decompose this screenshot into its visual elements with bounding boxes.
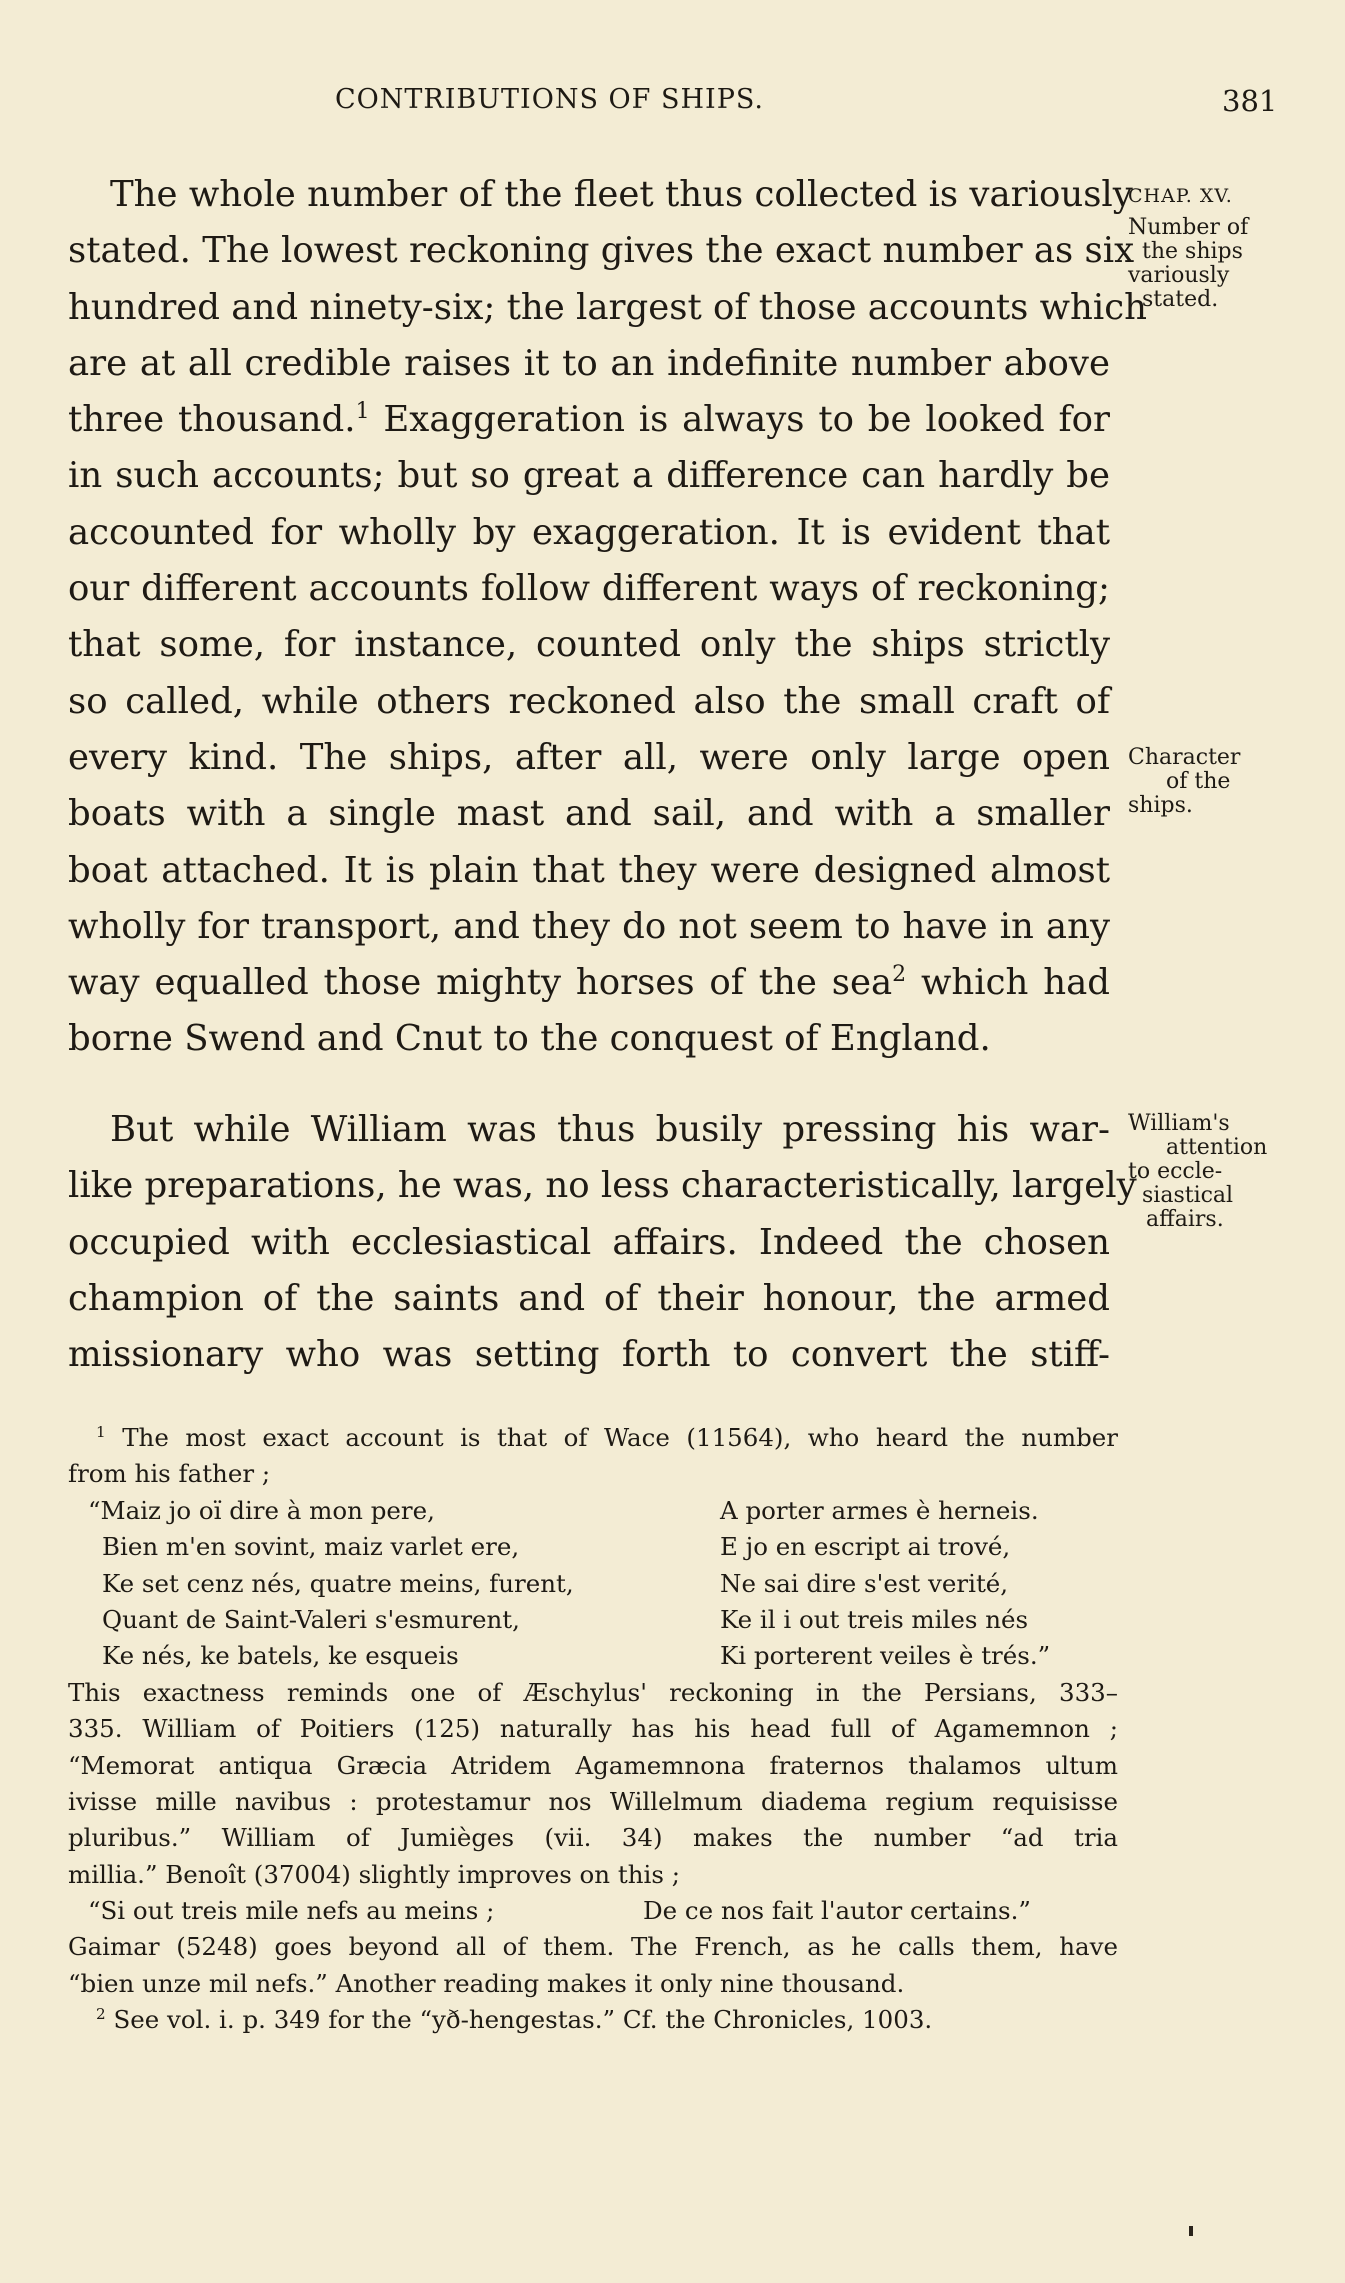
footnote-1-line: millia.” Benoît (37004) slightly improves on this ; [68,1859,680,1889]
verse-right: Ke il i out treis miles nés [720,1604,1029,1634]
verse-left: Bien m'en sovint, maiz varlet ere, [102,1532,520,1562]
text-line: that some, for instance, counted only the ships strictly [68,624,1110,666]
print-speck [1189,2226,1193,2236]
footnote-1-line: Gaimar (5248) goes beyond all of them. The French, as he calls them, have [68,1932,1118,1962]
verse-right: A porter armes è herneis. [720,1495,1039,1525]
text-line: boats with a single mast and sail, and with a smaller [68,793,1110,835]
text-line: champion of the saints and of their honour, the armed [68,1277,1110,1319]
footnote-marker-2[interactable]: 2 [892,962,907,988]
footnote-1-line [68,1420,1118,1456]
text-segment: See vol. i. p. 349 for the “yð-hengestas.” Cf. the Chronicles, 1003. [113,2005,933,2035]
sidenote-line: William's [1128,1111,1230,1136]
text-line: wholly for transport, and they do not seem to have in any [68,905,1110,947]
text-line: stated. The lowest reckoning gives the exact number as six [68,230,1135,272]
footnote-2-number: 2 [96,2005,106,2024]
footnote-1-number: 1 [96,1422,106,1441]
text-segment: three thousand. [68,399,356,441]
verse-row [68,1566,1118,1602]
footnote-1-line: “bien unze mil nefs.” Another reading makes it only nine thousand. [68,1968,905,1998]
paragraph-fleet-number [68,167,1147,1068]
verse-right: E jo en escript ai trové, [720,1532,1011,1562]
verse-row [68,1638,1118,1674]
verse-right: Ne sai dire s'est verité, [720,1568,1009,1598]
sidenote-williams-attention [1128,1112,1267,1232]
sidenote-chapter: CHAP. XV. [1128,185,1233,207]
paragraph-ecclesiastical-affairs [68,1102,1137,1383]
page-number: 381 [1222,84,1278,118]
sidenote-line: Character [1128,745,1241,770]
text-line: so called, while others reckoned also the small craft of [68,680,1110,722]
verse-right: De ce nos fait l'autor certains.” [643,1896,1031,1926]
text-segment: Exaggeration is always to be looked for [383,399,1110,441]
sidenote-line: attention [1166,1135,1268,1160]
running-head: CONTRIBUTIONS OF SHIPS. [335,84,764,115]
footnote-1-line: from his father ; [68,1459,271,1489]
footnote-marker-1[interactable]: 1 [355,399,370,425]
footnotes [68,1420,1118,2039]
text-line: borne Swend and Cnut to the conquest of England. [68,1018,991,1060]
footnote-1-line: This exactness reminds one of Æschylus' reckoning in the Persians, 333– [68,1677,1118,1707]
text-line: in such accounts; but so great a difference can hardly be [68,455,1110,497]
sidenote-line: the ships [1142,239,1243,264]
verse-left: Ke set cenz nés, quatre meins, furent, [102,1568,574,1598]
text-line: like preparations, he was, no less characteristically, largely [68,1165,1137,1207]
text-line: accounted for wholly by exaggeration. It is evident that [68,511,1110,553]
text-line: But while William was thus busily pressing his war- [110,1109,1110,1150]
text-line: The whole number of the fleet thus collected is variously [110,174,1133,215]
verse-left: “Maiz jo oï dire à mon pere, [88,1495,435,1525]
text-line: hundred and ninety-six; the largest of those accounts which [68,286,1147,328]
text-segment: which had [921,962,1110,1004]
sidenote-character-of-ships [1128,746,1240,818]
verse-right: Ki porterent veiles è trés.” [720,1641,1051,1671]
sidenote-line: affairs. [1146,1207,1224,1232]
text-line: our different accounts follow different ways of reckoning; [68,568,1110,610]
sidenote-line: of the [1166,769,1231,794]
text-line [68,955,1110,1011]
sidenote-line: stated. [1142,287,1219,312]
footnote-1-line: ivisse mille navibus : protestamur nos Willelmum diadema regium requisisse [68,1786,1118,1816]
verse-left: “Si out treis mile nefs au meins ; [88,1896,495,1926]
verse-row [68,1893,1118,1929]
sidenote-line: to eccle- [1128,1159,1223,1184]
sidenote-line: Number of [1128,215,1249,240]
text-line: every kind. The ships, after all, were only large open [68,736,1110,778]
footnote-2-line [68,2002,1118,2038]
footnote-1-line: 335. William of Poitiers (125) naturally has his head full of Agamemnon ; [68,1714,1118,1744]
text-line: missionary who was setting forth to convert the stiff- [68,1334,1110,1376]
text-segment: way equalled those mighty horses of the sea [68,962,893,1004]
sidenote-line: variously [1128,263,1230,288]
sidenote-line: siastical [1142,1183,1234,1208]
text-line: boat attached. It is plain that they were designed almost [68,849,1110,891]
text-line [68,392,1110,448]
footnote-1-line: pluribus.” William of Jumièges (vii. 34) makes the number “ad tria [68,1823,1118,1853]
text-line: occupied with ecclesiastical affairs. Indeed the chosen [68,1221,1110,1263]
text-segment: The most exact account is that of Wace (11564), who heard the number [122,1423,1118,1452]
verse-left: Quant de Saint-Valeri s'esmurent, [102,1604,520,1634]
verse-row [68,1602,1118,1638]
text-line: are at all credible raises it to an indefinite number above [68,342,1110,384]
footnote-1-line: “Memorat antiqua Græcia Atridem Agamemnona fraternos thalamos ultum [68,1750,1118,1780]
verse-left: Ke nés, ke batels, ke esqueis [102,1641,459,1671]
verse-row [68,1529,1118,1565]
verse-row [68,1493,1118,1529]
sidenote-line: ships. [1128,793,1193,818]
